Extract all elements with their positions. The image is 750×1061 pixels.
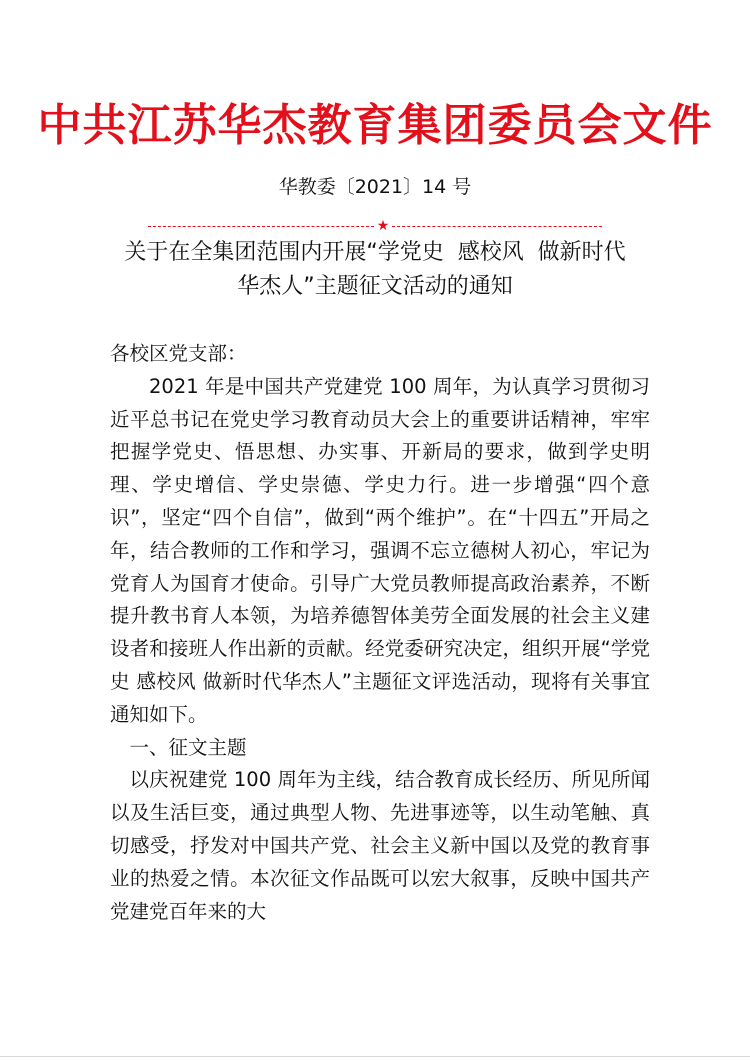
body-paragraph-2: 以庆祝建党 100 周年为主线，结合教育成长经历、所见所闻以及生活巨变，通过典型人物、先进事迹等，以生动笔触、真切感受，抒发对中国共产党、社会主义新中国以及党的教育事业的热爱之情。本次征文作品既可以宏大叙事，反映中国共产党建党百年来的大 — [110, 768, 650, 923]
salutation: 各校区党支部： — [110, 342, 247, 365]
org-header-title: 中共江苏华杰教育集团委员会文件 — [37, 100, 713, 151]
red-divider-line — [148, 216, 602, 236]
page-bottom-border — [0, 1056, 750, 1057]
document-body — [110, 338, 650, 928]
divider-dash-right — [392, 226, 602, 227]
body-paragraph-1: 2021 年是中国共产党建党 100 周年，为认真学习贯彻习近平总书记在党史学习教育动员大会上的重要讲话精神，牢牢把握学党史、悟思想、办实事、开新局的要求，做到学史明理、学史增信、学史崇德、学史力行。进一步增强“四个意识”，坚定“四个自信”，做到“两个维护”。在“十四五”开局之年，结合教师的工作和学习，强调不忘立德树人初心，牢记为党育人为国育才使命。引导广大党员教师提高政治素养，不断提升教书育人本领，为培养德智体美劳全面发展的社会主义建设者和接班人作出新的贡献。经党委研究决定，组织开展“学党史 感校风 做新时代华杰人”主题征文评选活动，现将有关事宜通知如下。 — [110, 374, 650, 726]
star-icon: ★ — [376, 218, 390, 234]
notice-title-line-2: 华杰人”主题征文活动的通知 — [237, 274, 513, 299]
section-heading-1: 一、征文主题 — [129, 735, 247, 759]
document-number: 华教委〔2021〕14 号 — [278, 176, 472, 198]
divider-dash-left — [148, 226, 374, 227]
notice-title-line-1: 关于在全集团范围内开展“学党史 感校风 做新时代 — [124, 240, 626, 265]
notice-title — [100, 236, 650, 304]
